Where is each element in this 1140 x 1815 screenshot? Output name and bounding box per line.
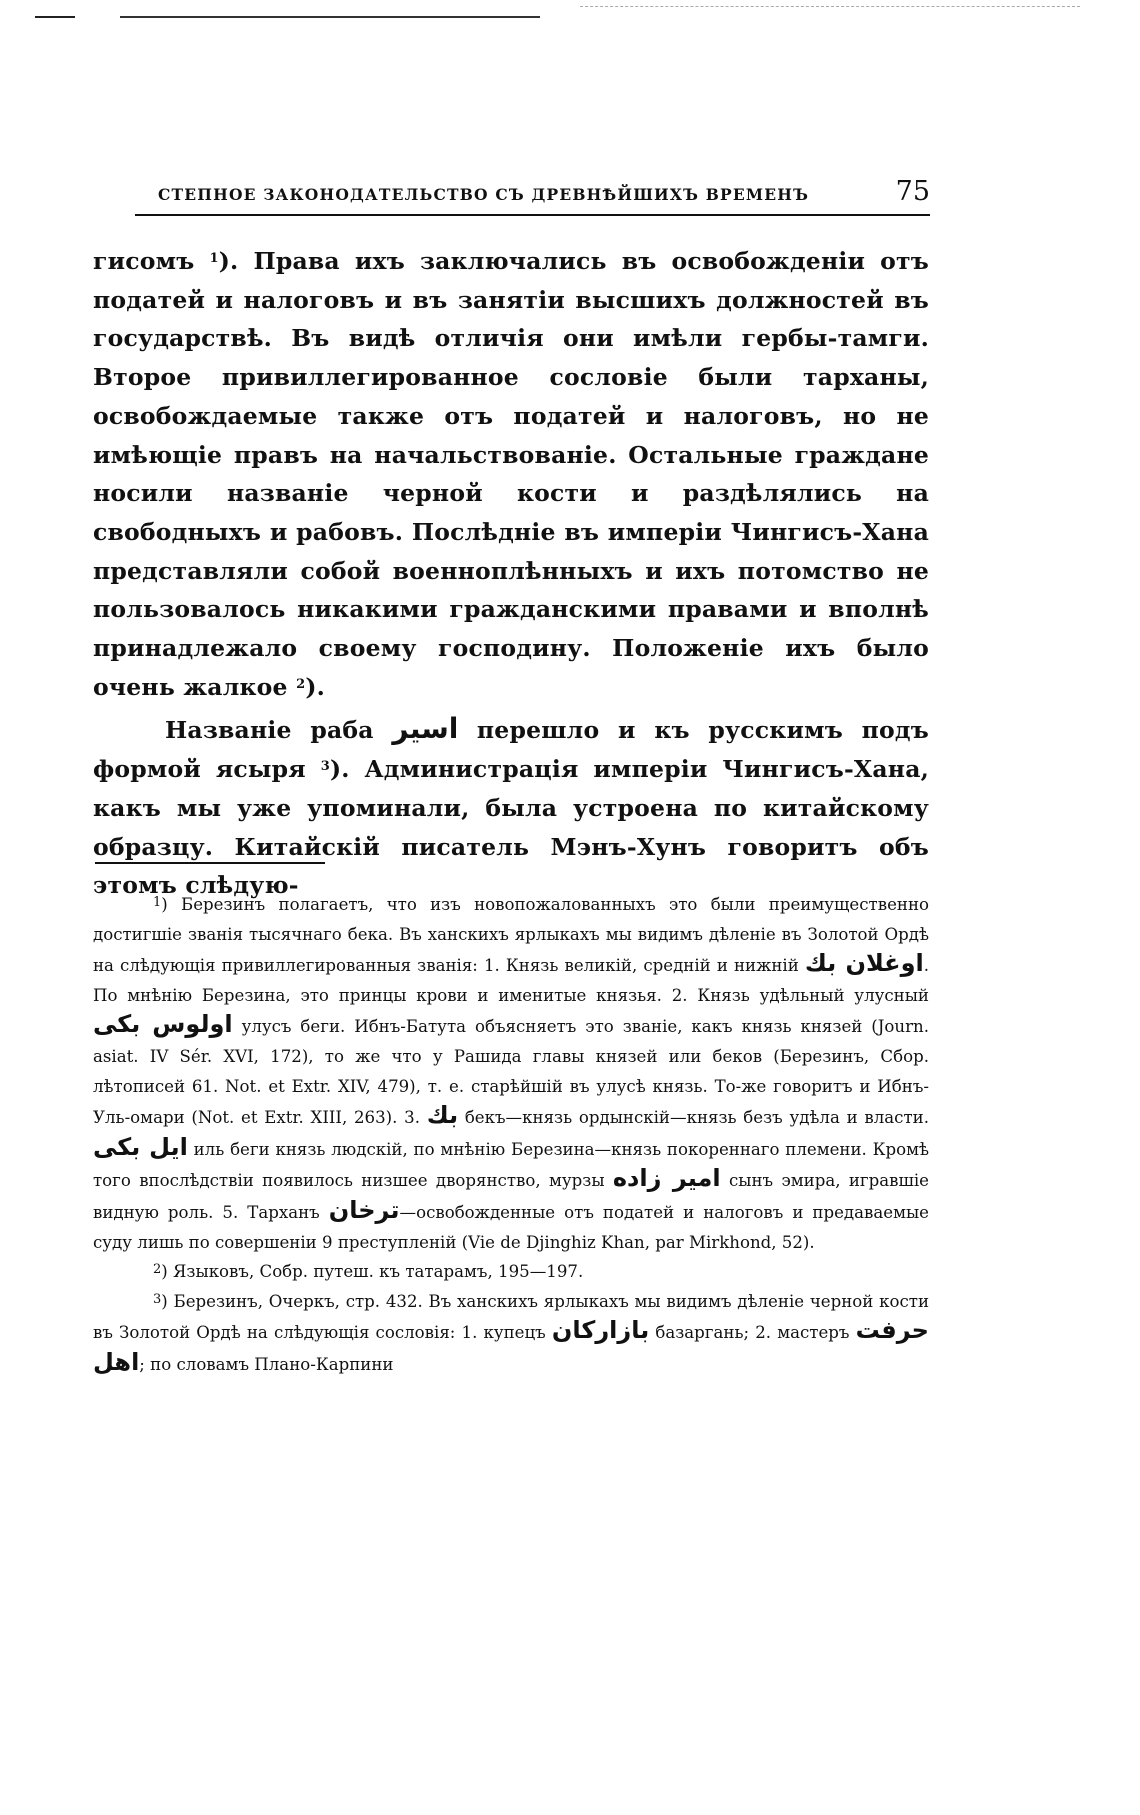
scan-edge-line	[35, 16, 75, 18]
arabic-word: امیر زاده	[612, 1164, 721, 1193]
footnote-ref-2: 2	[296, 676, 306, 692]
arabic-word: حرفت اهل	[93, 1316, 929, 1376]
text-run: Названіе раба	[165, 716, 374, 745]
main-text	[93, 242, 929, 905]
footnote-1	[93, 890, 929, 1257]
text-run: . По мнѣнію Березина, это принцы крови и именитые князья. 2. Князь удѣльный улусный	[93, 956, 929, 1005]
header-rule	[135, 214, 930, 216]
footnote-mark: 3	[153, 1291, 162, 1307]
text-run: ; по словамъ Плано-Карпини	[139, 1354, 394, 1374]
footnote-ref-3: 3	[320, 759, 330, 775]
scan-edge-line	[580, 6, 1080, 7]
arabic-word: بازارکان	[551, 1316, 650, 1345]
footnote-3	[93, 1287, 929, 1380]
text-run: бекъ—князь ордынскій—князь безъ удѣла и власти.	[464, 1108, 929, 1128]
text-run: перешло и къ русскимъ подъ формой ясыря	[93, 716, 929, 784]
scan-edge-line	[120, 16, 540, 18]
paragraph-2	[93, 710, 929, 905]
text-run: ).	[305, 672, 326, 701]
page-number: 75	[895, 176, 930, 207]
arabic-word: ایل بکی	[93, 1132, 188, 1161]
text-run: ) Языковъ, Собр. путеш. къ татарамъ, 195—197.	[161, 1262, 584, 1282]
footnote-mark: 1	[153, 895, 162, 910]
arabic-word: اسیر	[392, 712, 459, 746]
arabic-word: اولوس بکی	[93, 1010, 233, 1039]
text-run: гисомъ	[93, 247, 195, 275]
arabic-word: بك	[426, 1101, 459, 1130]
text-run: сынъ эмира, игравшіе видную роль. 5. Тарханъ	[93, 1171, 929, 1222]
footnotes	[93, 890, 929, 1380]
footnote-2	[93, 1257, 929, 1287]
text-run: ) Березинъ, Очеркъ, стр. 432. Въ ханскихъ ярлыкахъ мы видимъ дѣленіе черной кости въ Золотой Ордѣ на слѣдующія сословія: 1. купецъ	[93, 1291, 929, 1343]
arabic-word: ترخان	[328, 1195, 400, 1224]
footnote-mark: 2	[153, 1262, 162, 1278]
arabic-word: اوغلان بك	[804, 949, 924, 978]
footnote-rule	[95, 862, 325, 864]
text-run: ). Администрація имперіи Чингисъ-Хана, какъ мы уже упоминали, была устроена по китайскому образцу. Китайскій писатель Мэнъ-Хунъ говоритъ объ этомъ слѣдую-	[93, 755, 929, 900]
paragraph-1	[93, 242, 929, 706]
text-run: улусъ беги. Ибнъ-Батута объясняетъ это званіе, какъ князь князей (Journ. asiat. IV Sér. XVI, 172), то же что у Рашида главы князей или беков (Березинъ, Сбор. лѣтописей 61. Not. et Extr. XIV, 479), т. е. старѣйшій въ улусѣ князь. То-же говоритъ и Ибнъ-Уль-омари (Not. et Extr. XIII, 263). 3.	[93, 1017, 929, 1128]
footnote-ref-1: 1	[209, 251, 219, 266]
page-header	[158, 176, 930, 207]
text-run: базаргань; 2. мастеръ	[655, 1323, 850, 1343]
running-head: СТЕПНОЕ ЗАКОНОДАТЕЛЬСТВО СЪ ДРЕВНѢЙШИХЪ ВРЕМЕНЪ	[158, 185, 810, 204]
text-run: иль беги князь людскій, по мнѣнію Березина—князь покореннаго племени. Кромѣ того впослѣдствіи появилось низшее дворянство, мурзы	[93, 1139, 930, 1191]
text-run: —освобожденные отъ податей и налоговъ и предаваемые суду лишь по совершеніи 9 преступленій (Vie de Djinghiz Khan, par Mirkhond, 52).	[93, 1202, 929, 1252]
text-run: ). Права ихъ заключались въ освобожденіи отъ податей и налоговъ и въ занятіи высшихъ должностей въ государствѣ. Въ видѣ отличія они имѣли гербы-тамги. Второе привиллегированное сословіе были тарханы, освобождаемые также отъ податей и налоговъ, но не имѣющіе правъ на начальствованіе. Остальные граждане носили названіе черной кости и раздѣлялись на свободныхъ и рабовъ. Послѣдніе въ имперіи Чингисъ-Хана представляли собой военноплѣнныхъ и ихъ потомство не пользовалось никакими гражданскими правами и вполнѣ принадлежало своему господину. Положеніе ихъ было очень жалкое	[93, 247, 929, 701]
text-run: ) Березинъ полагаетъ, что изъ новопожалованныхъ это были преимущественно достигшіе званія тысячнаго бека. Въ ханскихъ ярлыкахъ мы видимъ дѣленіе въ Золотой Ордѣ на слѣдующія привиллегированныя званія: 1. Князь великій, средній и нижній	[93, 895, 929, 976]
